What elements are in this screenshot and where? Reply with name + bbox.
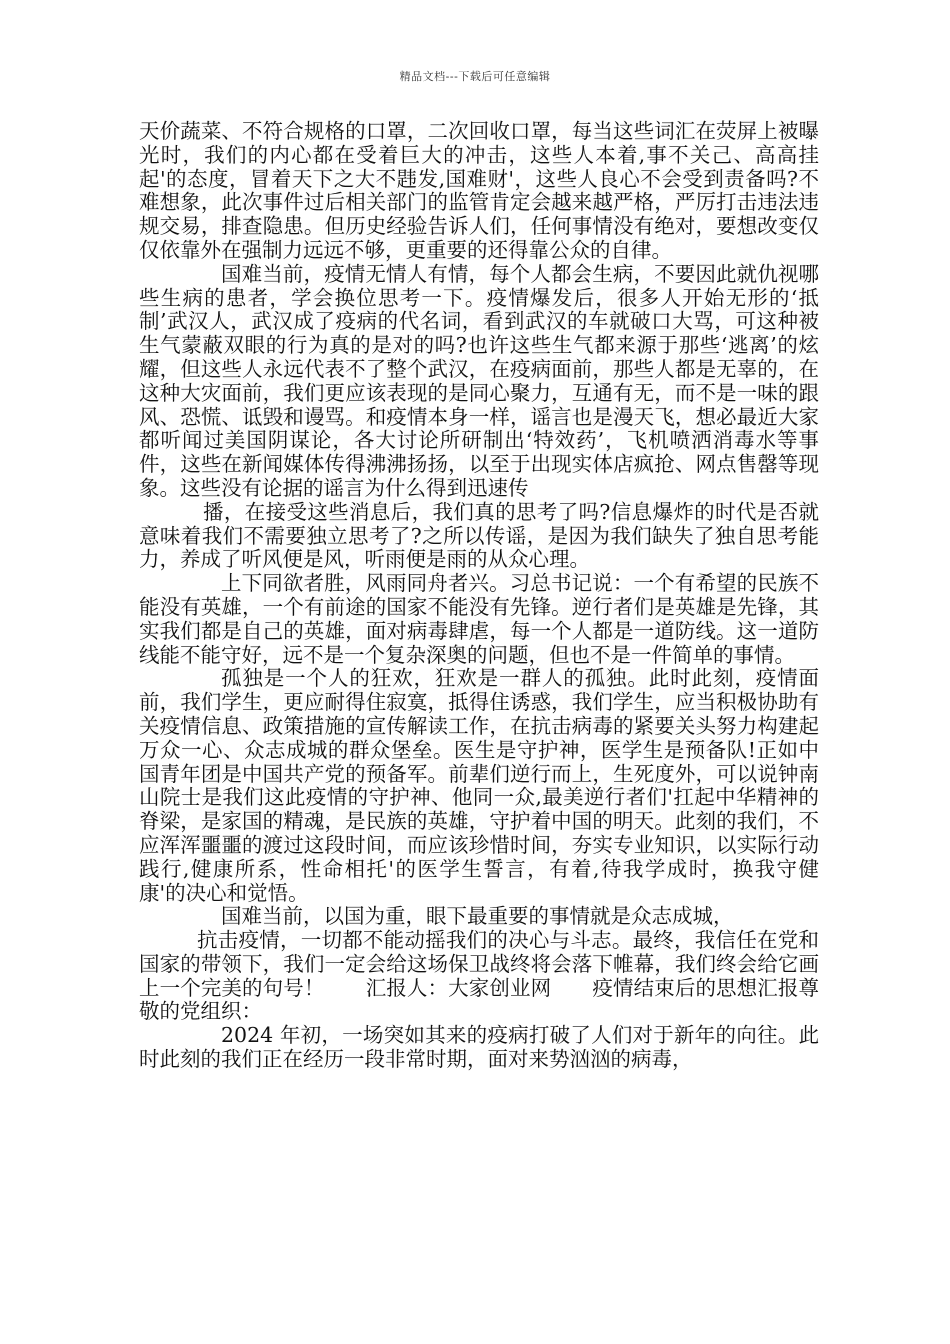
document-body xyxy=(139,120,819,1072)
page-header: 精品文档---下载后可任意编辑 xyxy=(399,70,551,83)
paragraph-6: 国难当前，以国为重，眼下最重要的事情就是众志成城， xyxy=(221,904,734,929)
paragraph-7: 抗击疫情，一切都不能动摇我们的决心与斗志。最终，我信任在党和国家的带领下，我们一定会给这场保卫战终将会落下帷幕，我们终会给它画上一个完美的句号！ 汇报人：大家创业网 疫情结束后的思想汇报尊敬的党组织： xyxy=(139,928,819,1024)
paragraph-4: 上下同欲者胜，风雨同舟者兴。习总书记说：一个有希望的民族不能没有英雄，一个有前途的国家不能没有先锋。逆行者们是英雄是先锋，其实我们都是自己的英雄，面对病毒肆虐，每一个人都是一道防线。这一道防线能不能守好，远不是一个复杂深奥的问题，但也不是一件简单的事情。 xyxy=(139,571,819,667)
paragraph-8: 2024 年初，一场突如其来的疫病打破了人们对于新年的向往。此时此刻的我们正在经历一段非常时期，面对来势汹汹的病毒， xyxy=(139,1023,819,1072)
paragraph-2: 国难当前，疫情无情人有情，每个人都会生病，不要因此就仇视哪些生病的患者，学会换位思考一下。疫情爆发后，很多人开始无形的‘抵制’武汉人，武汉成了疫病的代名词，看到武汉的车就破口大骂，可这种被生气蒙蔽双眼的行为真的是对的吗?也许这些生气都来源于那些‘逃离’的炫耀，但这些人永远代表不了整个武汉，在疫病面前，那些人都是无辜的，在这种大灾面前，我们更应该表现的是同心聚力，互通有无，而不是一味的跟风、恐慌、诋毁和谩骂。和疫情本身一样，谣言也是漫天飞，想必最近大家都听闻过美国阴谋论，各大讨论所研制出‘特效药’，飞机喷洒消毒水等事件，这些在新闻媒体传得沸沸扬扬，以至于出现实体店疯抢、网点售罄等现象。这些没有论据的谣言为什么得到迅速传 xyxy=(139,261,819,500)
paragraph-3: 播，在接受这些消息后，我们真的思考了吗?信息爆炸的时代是否就意味着我们不需要独立思考了?之所以传谣，是因为我们缺失了独自思考能力，养成了听风便是风，听雨便是雨的从众心理。 xyxy=(139,499,819,572)
paragraph-1: 天价蔬菜、不符合规格的口罩，二次回收口罩，每当这些词汇在荧屏上被曝光时，我们的内心都在受着巨大的冲击，这些人本着,事不关己、高高挂起'的态度，冒着天下之大不韪发,国难财'，这些人良心不会受到责备吗?不难想象，此次事件过后相关部门的监管肯定会越来越严格，严厉打击违法违规交易，排查隐患。但历史经验告诉人们，任何事情没有绝对，要想改变仅仅依靠外在强制力远远不够，更重要的还得靠公众的自律。 xyxy=(139,119,819,262)
paragraph-5: 孤独是一个人的狂欢，狂欢是一群人的孤独。此时此刻，疫情面前，我们学生，更应耐得住寂寞，抵得住诱惑，我们学生，应当积极协助有关疫情信息、政策措施的宣传解读工作，在抗击病毒的紧要关头努力构建起万众一心、众志成城的群众堡垒。医生是守护神，医学生是预备队!正如中国青年团是中国共产党的预备军。前辈们逆行而上，生死度外，可以说钟南山院士是我们这此疫情的守护神、他同一众,最美逆行者们'扛起中华精神的脊梁，是家国的精魂，是民族的英雄，守护着中国的明天。此刻的我们，不应浑浑噩噩的渡过这段时间，而应该珍惜时间，夯实专业知识，以实际行动践行,健康所系，性命相托'的医学生誓言，有着,待我学成时，换我守健康'的决心和觉悟。 xyxy=(139,666,819,905)
